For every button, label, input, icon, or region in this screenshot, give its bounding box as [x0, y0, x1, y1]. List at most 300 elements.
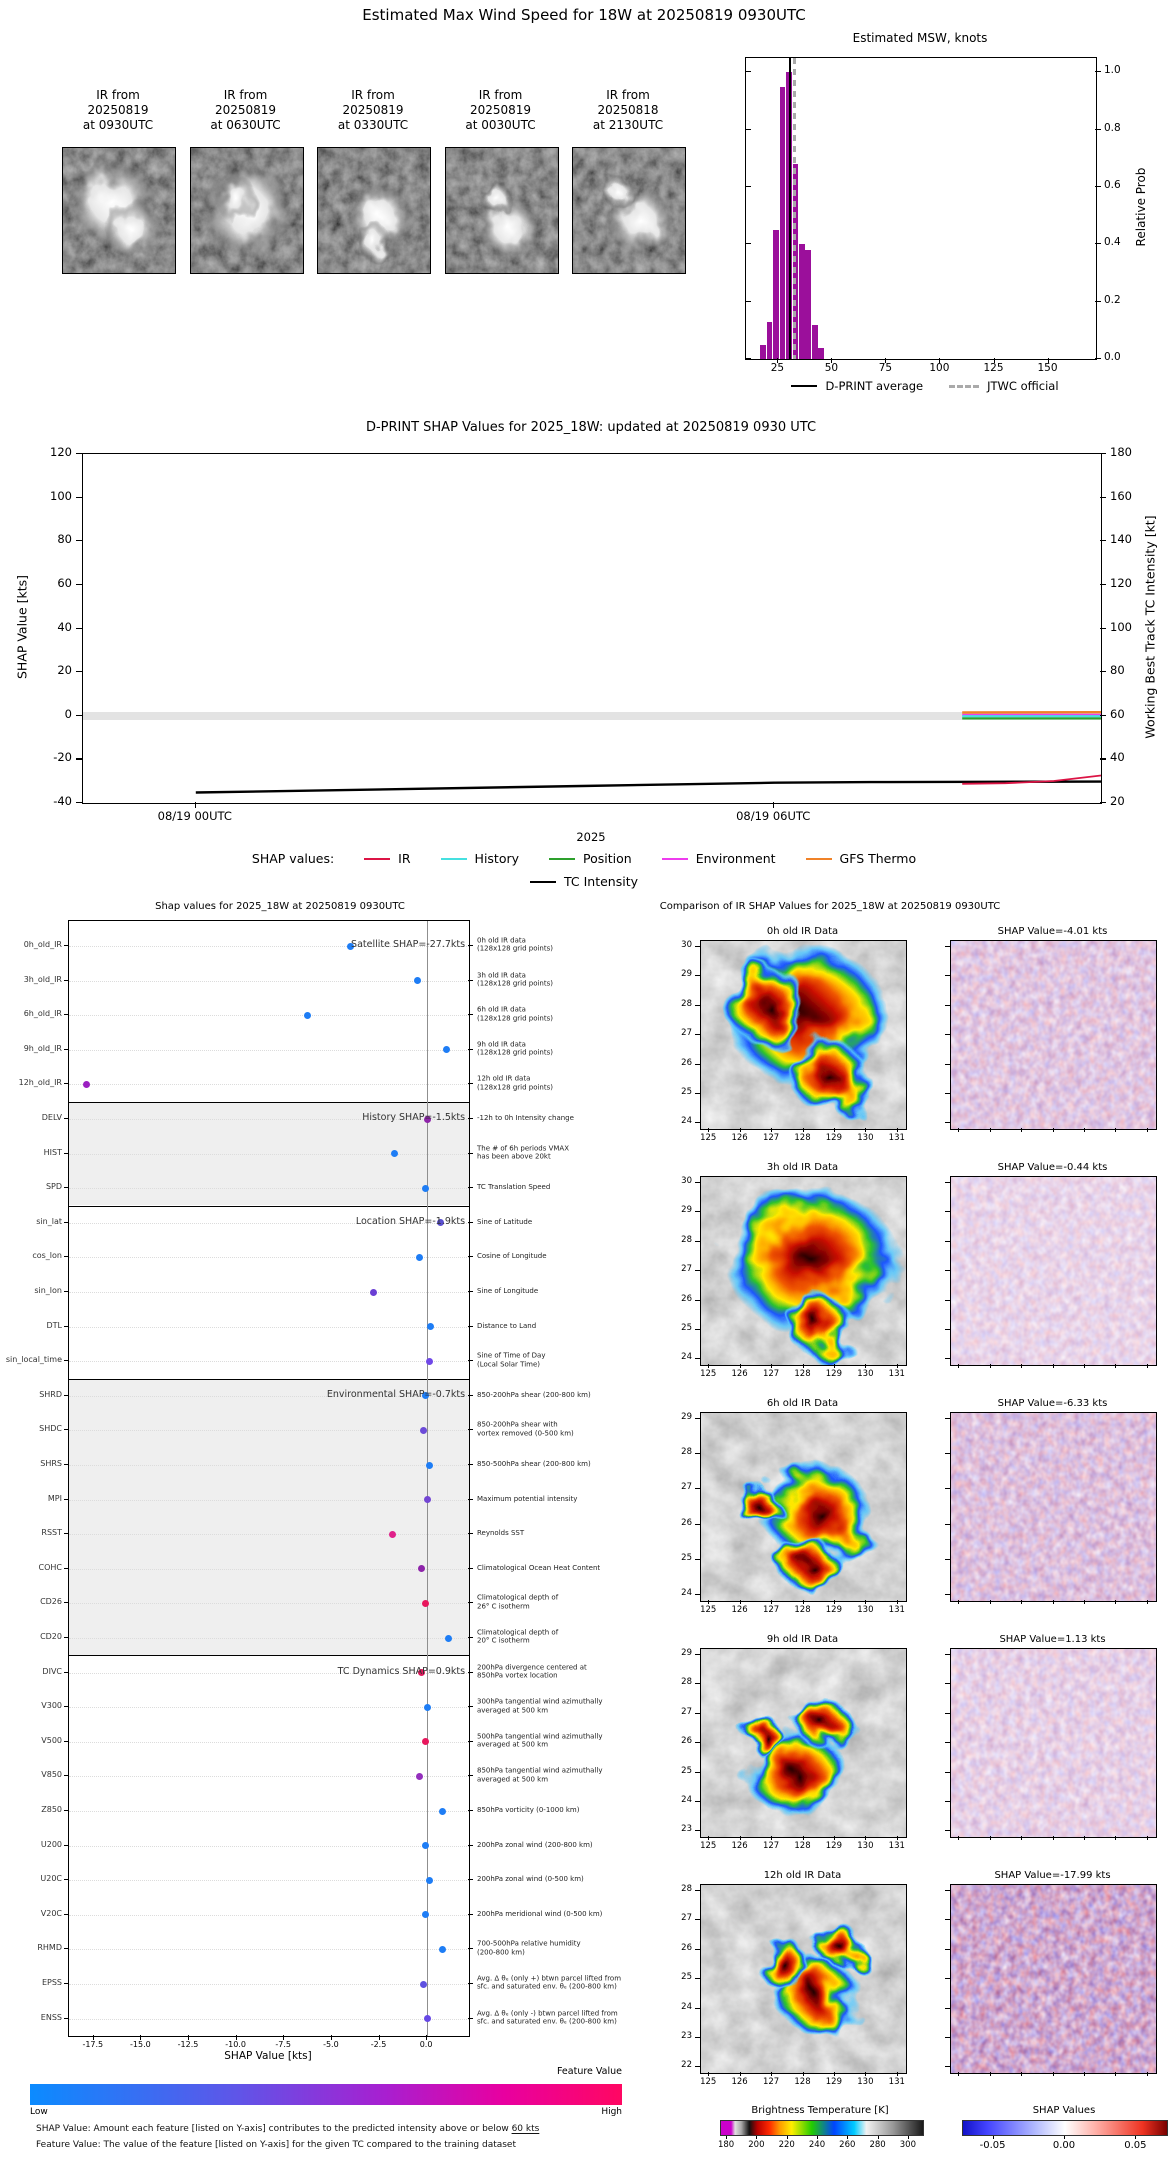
timeseries-legend-item: [806, 851, 917, 866]
map-lat-tick-mark: [695, 1211, 700, 1212]
map-lon-tick-mark: [1115, 2072, 1116, 2076]
beeswarm-xtick-label: -2.5: [370, 2040, 387, 2049]
beeswarm-feature-label: 12h_old_IR: [18, 1078, 62, 1088]
beeswarm-desc-tick: [468, 1706, 473, 1707]
ir-satellite-thumbnail: [572, 147, 686, 274]
map-lat-tick-mark: [945, 1830, 950, 1831]
beeswarm-desc-tick: [468, 1568, 473, 1569]
map-lon-tick-label: 128: [794, 1841, 811, 1851]
beeswarm-row-tick: [64, 1914, 68, 1915]
beeswarm-feature-desc: [477, 1460, 697, 1468]
ts-ytick-mark: [76, 540, 82, 541]
map-lon-tick-mark: [990, 1836, 991, 1840]
bt-colorbar-tick-label: 280: [869, 2140, 886, 2150]
ir-thumbnail-label-line: IR from: [96, 88, 140, 102]
map-lon-tick-mark: [771, 1836, 772, 1840]
beeswarm-feature-label: sin_lat: [36, 1216, 62, 1226]
ts-ytick-mark: [1100, 758, 1106, 759]
desc-line: 0h old IR data: [477, 936, 526, 945]
histogram-ytick-mark: [1095, 71, 1101, 72]
map-lat-tick-mark: [945, 1270, 950, 1271]
shap-colorbar-tick-label: 0.05: [1124, 2140, 1147, 2151]
map-lat-tick-label: 27: [681, 1264, 692, 1274]
beeswarm-feature-label: V20C: [40, 1908, 62, 1918]
desc-line: (128x128 grid points): [477, 1083, 553, 1092]
beeswarm-feature-desc: [477, 2009, 697, 2026]
map-lon-tick-label: 125: [700, 1605, 717, 1615]
desc-line: averaged at 500 km: [477, 1740, 549, 1749]
ts-ytick-label-right: 180: [1110, 445, 1132, 459]
map-lon-tick-mark: [771, 1128, 772, 1132]
jtwc-official-line: [793, 58, 796, 359]
beeswarm-row-tick: [64, 1706, 68, 1707]
ir-data-map: [700, 1884, 907, 2074]
bt-colorbar-tick-label: 260: [839, 2140, 856, 2150]
map-lon-tick-mark: [990, 1364, 991, 1368]
footnote-shap-prefix: SHAP Value: Amount each feature [listed on Y-axis] contributes to the predicted intensity above or below: [36, 2124, 512, 2134]
map-lat-tick-mark: [945, 1300, 950, 1301]
map-lat-tick-label: 29: [681, 1647, 692, 1658]
ir-data-map: [700, 1412, 907, 1602]
map-lat-tick-mark: [945, 1182, 950, 1183]
beeswarm-xtick-label: 0.0: [419, 2040, 433, 2049]
map-lat-tick-mark: [695, 1270, 700, 1271]
histogram-ytick-label: 0.4: [1104, 236, 1121, 249]
ts-ytick-label-left: 20: [57, 663, 72, 678]
map-lat-tick-mark: [695, 1093, 700, 1094]
bt-colorbar-tick-mark: [878, 2136, 879, 2139]
map-lat-tick-mark: [695, 1949, 700, 1950]
histogram-xtick-label: 100: [929, 362, 950, 374]
map-lat-tick-mark: [945, 2008, 950, 2009]
beeswarm-row-tick: [64, 1568, 68, 1569]
map-lon-tick-label: 131: [888, 1605, 905, 1615]
histogram-ytick-label: 1.0: [1104, 64, 1121, 77]
shap-dot-9h_old_IR: [443, 1046, 450, 1053]
beeswarm-desc-tick: [468, 1291, 473, 1292]
ir-thumbnail-label-line: 20250819: [87, 103, 149, 117]
beeswarm-row-tick: [64, 1222, 68, 1223]
ts-ytick-label-left: 60: [57, 575, 72, 590]
beeswarm-section-annotation: TC Dynamics SHAP=0.9kts: [337, 1665, 466, 1677]
map-lon-tick-label: 126: [731, 2077, 748, 2087]
histogram-legend-item: [791, 379, 923, 393]
beeswarm-xtick-label: -5.0: [323, 2040, 339, 2049]
beeswarm-feature-label: SHRS: [40, 1459, 62, 1468]
row-guide-line: [69, 1915, 469, 1916]
histogram-plot-area: [745, 57, 1097, 360]
map-lat-tick-mark: [695, 2037, 700, 2038]
beeswarm-feature-label: 9h_old_IR: [23, 1043, 62, 1053]
beeswarm-section-annotation: History SHAP=-1.5kts: [362, 1112, 466, 1123]
map-lat-tick-mark: [945, 1919, 950, 1920]
map-lat-tick-label: 24: [681, 2001, 692, 2012]
histogram-ytick-mark: [1095, 129, 1101, 130]
brightness-temp-colorbar-label: Brightness Temperature [K]: [751, 2105, 889, 2116]
map-lon-tick-mark: [1021, 1600, 1022, 1604]
desc-line: 200hPa zonal wind (200-800 km): [477, 1840, 593, 1849]
map-lon-tick-mark: [1053, 2072, 1054, 2076]
map-lat-tick-mark: [945, 1211, 950, 1212]
map-lon-tick-mark: [708, 2072, 709, 2076]
desc-line: averaged at 500 km: [477, 1775, 549, 1784]
histogram-bar: [760, 345, 766, 359]
beeswarm-row-tick: [64, 1256, 68, 1257]
desc-line: (128x128 grid points): [477, 945, 553, 953]
beeswarm-row-tick: [64, 2018, 68, 2019]
map-lon-tick-mark: [1084, 1600, 1085, 1604]
map-lat-tick-label: 26: [681, 1736, 692, 1746]
shap-colorbar-tick-label: 0.00: [1052, 2140, 1076, 2151]
histogram-ylabel: Relative Prob: [1134, 167, 1148, 247]
map-lon-tick-mark: [771, 2072, 772, 2076]
map-lat-tick-mark: [695, 1122, 700, 1123]
map-lat-tick-mark: [945, 1978, 950, 1979]
map-lon-tick-label: 128: [794, 1369, 811, 1379]
legend-label: TC Intensity: [563, 874, 638, 889]
bt-colorbar-tick-label: 240: [808, 2140, 826, 2150]
map-lat-tick-mark: [695, 1034, 700, 1035]
beeswarm-row-tick: [64, 1810, 68, 1811]
map-lat-tick-mark: [695, 1919, 700, 1920]
desc-line: (Local Solar Time): [477, 1360, 541, 1369]
map-lon-tick-mark: [1147, 1600, 1148, 1604]
map-lon-tick-mark: [834, 1836, 835, 1840]
timeseries-legend-item: [364, 851, 410, 866]
beeswarm-xtick-label: -17.5: [82, 2040, 104, 2049]
map-lon-tick-mark: [1084, 1836, 1085, 1840]
beeswarm-row-tick: [64, 1499, 68, 1500]
map-lon-tick-label: 126: [731, 1369, 748, 1379]
map-lon-tick-mark: [897, 1600, 898, 1604]
map-lat-tick-mark: [695, 1300, 700, 1301]
ts-ytick-mark: [1100, 497, 1106, 498]
bt-colorbar-tick-mark: [726, 2136, 727, 2139]
map-lon-tick-mark: [708, 1600, 709, 1604]
histogram-ytick-mark: [745, 243, 751, 244]
beeswarm-row-tick: [64, 945, 68, 946]
beeswarm-desc-tick: [468, 1602, 473, 1603]
beeswarm-feature-label: DELV: [41, 1113, 62, 1122]
histogram-xtick-label: 75: [878, 362, 893, 374]
ir-comparison-header: Comparison of IR SHAP Values for 2025_18W at 20250819 0930UTC: [659, 901, 1001, 912]
map-lon-tick-mark: [740, 1364, 741, 1368]
shap-value-map: [950, 1412, 1157, 1602]
row-guide-line: [69, 1465, 469, 1466]
beeswarm-feature-label: V850: [41, 1770, 62, 1780]
map-lon-tick-mark: [834, 1364, 835, 1368]
map-lon-tick-mark: [1147, 2072, 1148, 2076]
map-lon-tick-mark: [1053, 1836, 1054, 1840]
map-lat-tick-mark: [945, 2066, 950, 2067]
beeswarm-row-tick: [64, 1291, 68, 1292]
solid-line-swatch: [791, 385, 817, 387]
desc-line: Climatological depth of: [477, 1594, 559, 1602]
map-lon-tick-label: 125: [700, 1133, 717, 1143]
desc-line: 9h old IR data: [477, 1040, 526, 1049]
shap-dot-RSST: [389, 1531, 396, 1538]
histogram-xtick-label: 50: [824, 362, 839, 374]
ir-map-title: 9h old IR Data: [766, 1634, 839, 1645]
map-lat-tick-mark: [945, 1005, 950, 1006]
map-lat-tick-label: 25: [681, 1553, 692, 1563]
beeswarm-section-annotation: Satellite SHAP=-27.7kts: [351, 939, 466, 950]
ir-satellite-thumbnail: [190, 147, 304, 274]
map-lon-tick-mark: [990, 1128, 991, 1132]
map-lon-tick-mark: [1053, 1128, 1054, 1132]
shap-map-title: SHAP Value=1.13 kts: [999, 1634, 1106, 1645]
shap-map-title: SHAP Value=-0.44 kts: [997, 1162, 1108, 1173]
shap-dot-SPD: [422, 1185, 429, 1192]
ts-ytick-mark: [76, 802, 82, 803]
timeseries-xlabel: 2025: [576, 830, 606, 844]
beeswarm-row-tick: [64, 1049, 68, 1050]
row-guide-line: [69, 1500, 469, 1501]
timeseries-legend-item: [549, 851, 632, 866]
ir-thumbnail-label-line: at 2130UTC: [592, 118, 664, 132]
map-lat-tick-label: 24: [681, 1116, 692, 1127]
beeswarm-xtick-label: -12.5: [177, 2040, 199, 2049]
map-lon-tick-label: 129: [825, 1133, 842, 1143]
map-lat-tick-mark: [945, 1241, 950, 1242]
desc-line: Sine of Time of Day: [477, 1351, 546, 1360]
desc-line: 12h old IR data: [477, 1075, 531, 1083]
feature-value-colorbar-label: Feature Value: [556, 2066, 622, 2077]
map-lat-tick-mark: [695, 1890, 700, 1891]
map-lon-tick-label: 125: [700, 2077, 717, 2087]
desc-line: -12h to 0h Intensity change: [477, 1113, 574, 1122]
beeswarm-feature-desc: [477, 1806, 697, 1814]
map-lat-tick-label: 24: [681, 1588, 692, 1599]
desc-line: 850-200hPa shear (200-800 km): [477, 1390, 591, 1399]
ir-thumbnail-label: [54, 88, 182, 133]
desc-line: TC Translation Speed: [477, 1182, 551, 1191]
map-lon-tick-label: 130: [857, 1369, 874, 1379]
row-guide-line: [69, 1984, 469, 1985]
beeswarm-desc-tick: [468, 1775, 473, 1776]
row-guide-line: [69, 981, 469, 982]
beeswarm-feature-desc: [477, 1421, 697, 1438]
bt-colorbar-tick-mark: [817, 2136, 818, 2139]
line-swatch: [530, 881, 556, 883]
ts-ytick-mark: [76, 453, 82, 454]
map-lat-tick-label: 29: [681, 1205, 692, 1216]
row-guide-line: [69, 1361, 469, 1362]
map-lat-tick-mark: [945, 975, 950, 976]
shap-colorbar-tick-mark: [1064, 2136, 1065, 2139]
timeseries-ylabel-left: SHAP Value [kts]: [14, 574, 30, 680]
map-lon-tick-mark: [1084, 1364, 1085, 1368]
legend-label: D-PRINT average: [825, 379, 924, 393]
ir-data-map: [700, 1176, 907, 1366]
beeswarm-desc-tick: [468, 2018, 473, 2019]
ir-thumbnail-label: [309, 88, 437, 133]
ts-ytick-label-left: -20: [53, 750, 72, 765]
map-lon-tick-label: 131: [888, 1841, 905, 1851]
beeswarm-feature-label: DTL: [46, 1320, 62, 1330]
shap-dot-SHDC: [420, 1427, 427, 1434]
map-lat-tick-mark: [695, 1742, 700, 1743]
beeswarm-row-tick: [64, 1187, 68, 1188]
map-lon-tick-label: 127: [762, 1369, 780, 1379]
beeswarm-feature-label: RHMD: [37, 1943, 62, 1953]
desc-line: (128x128 grid points): [477, 979, 553, 988]
beeswarm-section: [69, 1379, 469, 1656]
dashed-line-swatch: [949, 385, 979, 388]
beeswarm-feature-label: V300: [41, 1701, 62, 1711]
ts-ytick-mark: [76, 671, 82, 672]
histogram-bar: [780, 87, 786, 359]
map-lon-tick-mark: [897, 1364, 898, 1368]
map-lat-tick-mark: [945, 1064, 950, 1065]
map-lat-tick-label: 26: [681, 1293, 692, 1304]
beeswarm-feature-desc: [477, 1040, 697, 1057]
ts-ytick-label-right: 60: [1110, 706, 1125, 721]
map-lat-tick-mark: [945, 1890, 950, 1891]
footnote-shap-value: [36, 2124, 539, 2134]
map-lon-tick-mark: [740, 2072, 741, 2076]
shap-dot-sin_local_time: [426, 1358, 433, 1365]
beeswarm-feature-desc: [477, 1494, 697, 1502]
beeswarm-feature-label: 3h_old_IR: [23, 974, 62, 984]
beeswarm-desc-tick: [468, 1914, 473, 1915]
desc-line: 850hPa vortex location: [477, 1671, 558, 1680]
map-lat-tick-mark: [945, 1801, 950, 1802]
map-lat-tick-mark: [695, 1488, 700, 1489]
map-lat-tick-label: 30: [681, 939, 692, 950]
map-lat-tick-mark: [695, 1524, 700, 1525]
desc-line: 500hPa tangential wind azimuthally: [477, 1732, 603, 1741]
map-lon-tick-mark: [1053, 1364, 1054, 1368]
map-lon-tick-mark: [740, 1836, 741, 1840]
beeswarm-feature-label: cos_lon: [32, 1251, 62, 1261]
beeswarm-desc-tick: [468, 1672, 473, 1673]
desc-line: The # of 6h periods VMAX: [477, 1144, 570, 1153]
beeswarm-section-annotation: Location SHAP=-1.9kts: [355, 1215, 466, 1227]
histogram-ytick-label: 0.2: [1104, 293, 1121, 306]
beeswarm-feature-desc: [477, 1144, 697, 1161]
map-lon-tick-mark: [803, 1836, 804, 1840]
beeswarm-desc-tick: [468, 1637, 473, 1638]
shap-map-title: SHAP Value=-4.01 kts: [997, 926, 1108, 937]
bt-colorbar-tick-label: 220: [778, 2140, 795, 2150]
map-lon-tick-mark: [1021, 2072, 1022, 2076]
beeswarm-row-tick: [64, 1983, 68, 1984]
beeswarm-desc-tick: [468, 1049, 473, 1050]
map-lat-tick-mark: [945, 1122, 950, 1123]
ir-thumbnail-label-line: at 0030UTC: [465, 118, 536, 132]
beeswarm-desc-tick: [468, 1499, 473, 1500]
beeswarm-feature-desc: [477, 1564, 697, 1572]
map-lat-tick-mark: [695, 1329, 700, 1330]
map-lon-tick-mark: [1021, 1128, 1022, 1132]
beeswarm-desc-tick: [468, 1187, 473, 1188]
map-lat-tick-mark: [695, 2066, 700, 2067]
line-swatch: [549, 858, 575, 860]
ir-satellite-thumbnail: [445, 147, 559, 274]
beeswarm-feature-desc: [477, 1529, 697, 1537]
histogram-title: Estimated MSW, knots: [852, 31, 988, 45]
map-lon-tick-mark: [803, 1364, 804, 1368]
beeswarm-xtick-label: -7.5: [275, 2040, 291, 2049]
shap-dot-V850: [416, 1773, 423, 1780]
desc-line: 850hPa tangential wind azimuthally: [477, 1767, 603, 1775]
desc-line: 26° C isotherm: [477, 1602, 530, 1611]
shap-dot-V20C: [422, 1911, 429, 1918]
ir-thumbnail-label-line: 20250818: [597, 103, 659, 117]
shap-dot-CD20: [445, 1635, 452, 1642]
legend-prefix: SHAP values:: [251, 851, 335, 866]
map-lon-tick-mark: [958, 1364, 959, 1368]
footnote-feature-value: Feature Value: The value of the feature [listed on Y-axis] for the given TC compared to the training dataset: [36, 2140, 517, 2150]
desc-line: vortex removed (0-500 km): [477, 1429, 574, 1438]
map-lon-tick-mark: [865, 1128, 866, 1132]
histogram-bar: [818, 348, 824, 360]
ts-ytick-label-left: 100: [50, 488, 72, 503]
ir-thumbnail-label: [564, 88, 692, 133]
map-lat-tick-label: 29: [681, 969, 692, 980]
map-lon-tick-mark: [1147, 1836, 1148, 1840]
desc-line: Reynolds SST: [477, 1528, 525, 1537]
histogram-bar: [767, 322, 773, 359]
ir-thumbnail-label-line: IR from: [478, 88, 523, 102]
ts-ytick-label-left: 120: [50, 445, 72, 459]
row-guide-line: [69, 1603, 469, 1604]
map-lat-tick-label: 22: [681, 2060, 692, 2071]
beeswarm-feature-label: 0h_old_IR: [23, 940, 62, 949]
map-lon-tick-mark: [958, 2072, 959, 2076]
histogram-bar: [805, 250, 811, 359]
map-lat-tick-mark: [945, 1559, 950, 1560]
row-guide-line: [69, 1015, 469, 1016]
beeswarm-feature-desc: [477, 1629, 697, 1646]
map-lon-tick-mark: [865, 2072, 866, 2076]
ir-thumbnail-label: [437, 88, 565, 133]
map-lon-tick-mark: [1084, 2072, 1085, 2076]
beeswarm-desc-tick: [468, 1464, 473, 1465]
map-lat-tick-label: 28: [681, 1447, 692, 1457]
map-lon-tick-label: 128: [794, 1133, 811, 1143]
beeswarm-row-tick: [64, 1602, 68, 1603]
ir-thumbnail-label-line: 20250819: [469, 103, 532, 117]
shap-dot-V500: [422, 1738, 429, 1745]
map-lon-tick-mark: [865, 1836, 866, 1840]
beeswarm-row-tick: [64, 980, 68, 981]
ts-ytick-label-right: 160: [1110, 488, 1132, 503]
map-lon-tick-label: 126: [731, 1841, 748, 1851]
map-lat-tick-mark: [695, 1418, 700, 1419]
beeswarm-feature-desc: [477, 1252, 697, 1260]
map-lon-tick-mark: [865, 1600, 866, 1604]
map-lon-tick-mark: [1053, 1600, 1054, 1604]
desc-line: Climatological Ocean Heat Content: [477, 1563, 601, 1572]
shap-value-map: [950, 1648, 1157, 1838]
beeswarm-feature-label: CD20: [40, 1632, 62, 1641]
map-lon-tick-label: 129: [825, 1841, 842, 1851]
beeswarm-xlabel: SHAP Value [kts]: [224, 2050, 312, 2062]
ts-ytick-mark: [1100, 453, 1106, 454]
shap-dot-sin_lon: [370, 1289, 377, 1296]
row-guide-line: [69, 1707, 469, 1708]
ir-thumbnail-label-line: 20250819: [342, 103, 404, 117]
map-lon-tick-label: 129: [825, 2077, 842, 2087]
beeswarm-feature-label: MPI: [47, 1493, 62, 1503]
map-lat-tick-mark: [695, 1713, 700, 1714]
row-guide-line: [69, 1569, 469, 1570]
beeswarm-desc-tick: [468, 1118, 473, 1119]
map-lon-tick-mark: [771, 1600, 772, 1604]
ir-map-title: 0h old IR Data: [766, 926, 839, 937]
